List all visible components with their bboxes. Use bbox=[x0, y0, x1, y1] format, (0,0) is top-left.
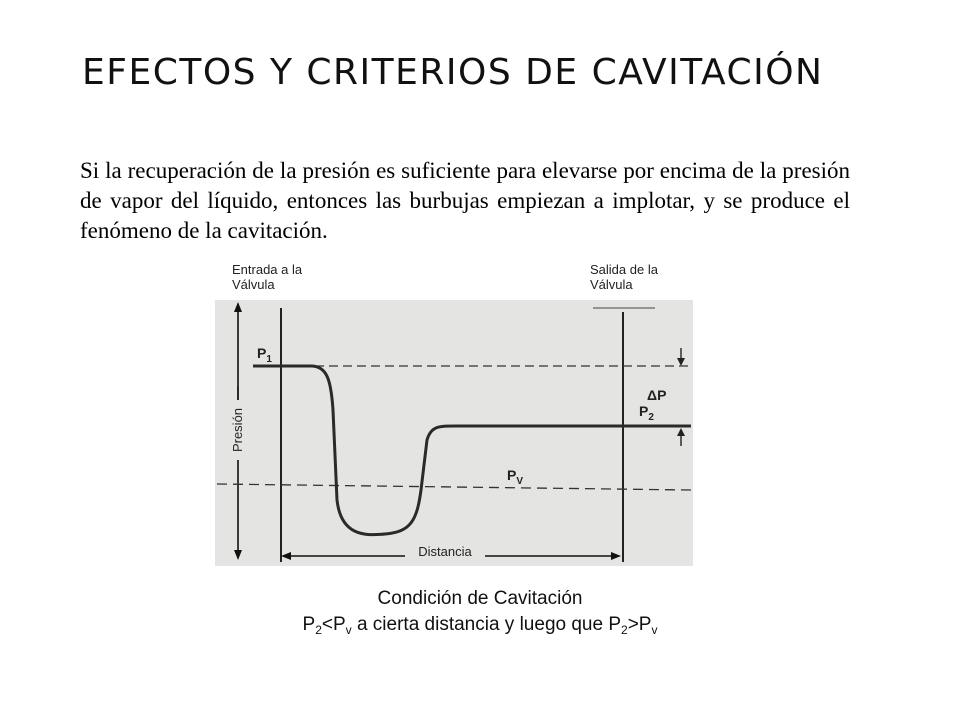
inlet-label bbox=[232, 262, 302, 292]
p2-label: $P_2$ bbox=[639, 403, 654, 423]
distance-axis-arrow-left bbox=[281, 552, 291, 560]
delta-p-label: ΔP bbox=[647, 387, 667, 403]
inlet-label-line2: Válvula bbox=[232, 277, 275, 292]
distance-axis-arrow-right bbox=[611, 552, 621, 560]
delta-p-arrow-up bbox=[677, 428, 685, 436]
slide-paragraph: Si la recuperación de la presión es suficiente para elevarse por encima de la presión de vapor del líquido, entonces las burbujas empiezan a implotar, y se produce el fenómeno de la cavitación. bbox=[80, 158, 850, 243]
caption-line2: $P_2<P_v$ a cierta distancia y luego que $P_2>P_v$ bbox=[302, 614, 658, 637]
inlet-label-line1: Entrada a la bbox=[232, 262, 303, 277]
diagram-svg bbox=[215, 300, 693, 566]
delta-p-arrow-down bbox=[677, 358, 685, 366]
pressure-profile-curve bbox=[253, 366, 691, 535]
pv-label: $P_V$ bbox=[507, 467, 524, 487]
pressure-axis-arrow-up bbox=[234, 302, 242, 312]
p1-label: $P_1$ bbox=[257, 345, 272, 365]
vapor-pressure-dashed-line bbox=[217, 484, 691, 490]
outlet-label-line1: Salida de la bbox=[590, 262, 658, 277]
pressure-axis-label: Presión bbox=[230, 407, 245, 453]
outlet-label bbox=[590, 262, 658, 292]
caption-line1: Condición de Cavitación bbox=[377, 588, 583, 609]
outlet-label-line2: Válvula bbox=[590, 277, 633, 292]
pressure-axis-arrow-down bbox=[234, 550, 242, 560]
distance-axis-label: Distancia bbox=[418, 544, 472, 559]
slide-title: EFECTOS Y CRITERIOS DE CAVITACIÓN bbox=[82, 52, 824, 93]
cavitation-pressure-diagram bbox=[215, 300, 693, 566]
